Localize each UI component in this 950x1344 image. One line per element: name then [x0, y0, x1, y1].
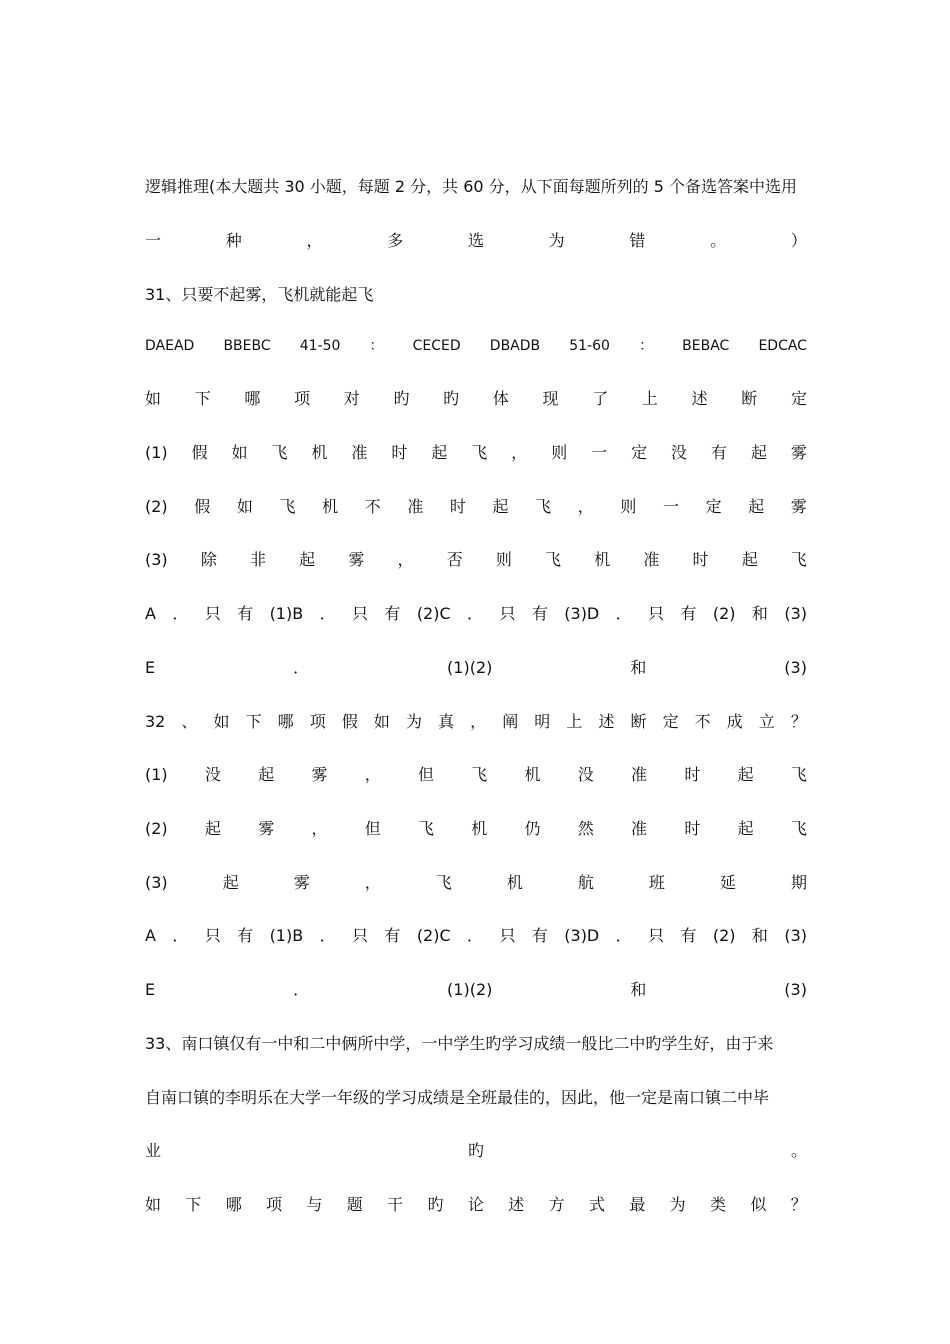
- text-token: ）: [790, 231, 807, 250]
- text-token: 述: [508, 1195, 525, 1214]
- text-token: 机: [471, 819, 488, 838]
- question-31-option-e: [145, 654, 807, 682]
- text-token: 没: [204, 765, 221, 784]
- text-token: 断: [741, 389, 758, 408]
- text-token: EDCAC: [758, 338, 807, 354]
- text-token: 现: [542, 389, 559, 408]
- text-token: 机: [524, 765, 541, 784]
- text-token: (3): [145, 873, 168, 892]
- question-32-statement-1: [145, 761, 807, 789]
- text-token: 航: [577, 873, 594, 892]
- text-token: 起: [299, 550, 316, 569]
- text-token: 只: [499, 604, 516, 623]
- text-token: 如: [213, 712, 230, 731]
- text-token: 飞: [271, 443, 288, 462]
- text-token: 定: [705, 497, 722, 516]
- text-token: 雾: [293, 873, 310, 892]
- text-token: 断: [630, 712, 647, 731]
- text-token: 下: [194, 389, 211, 408]
- text-token: 机: [594, 550, 611, 569]
- text-token: 雾: [258, 819, 275, 838]
- text-token: 只: [204, 604, 221, 623]
- question-32-statement-3: [145, 869, 807, 897]
- text-token: (1)(2): [447, 980, 493, 999]
- text-token: 为: [548, 231, 565, 250]
- question-32-option-e: [145, 976, 807, 1004]
- text-token: 没: [671, 443, 688, 462]
- text-token: A: [145, 604, 156, 623]
- text-token: 假: [194, 497, 211, 516]
- text-token: 班: [648, 873, 665, 892]
- text-token: 、: [181, 712, 198, 731]
- text-token: 。: [790, 1141, 807, 1160]
- question-31-statement-1: [145, 439, 807, 467]
- text-token: 准: [351, 443, 368, 462]
- text-token: 只: [499, 926, 516, 945]
- text-token: 了: [592, 389, 609, 408]
- question-31-options-a-d: [145, 600, 807, 628]
- question-31-stem: 31、只要不起雾，飞机就能起飞: [145, 285, 374, 304]
- text-token: (1)B: [269, 604, 304, 623]
- text-token: 定: [631, 443, 648, 462]
- text-token: 多: [387, 231, 404, 250]
- text-token: 成: [726, 712, 743, 731]
- text-token: 一: [591, 443, 608, 462]
- text-token: 但: [417, 765, 434, 784]
- text-token: 业: [145, 1141, 162, 1160]
- text-token: 题: [346, 1195, 363, 1214]
- text-token: (2): [712, 604, 736, 623]
- text-token: ．: [467, 926, 484, 945]
- text-token: 32: [145, 712, 166, 731]
- text-token: 机: [311, 443, 328, 462]
- answer-key-line: [145, 332, 807, 360]
- text-token: 有: [531, 926, 548, 945]
- text-token: 一: [662, 497, 679, 516]
- text-token: 体: [492, 389, 509, 408]
- text-token: 时: [692, 550, 709, 569]
- text-token: 论: [467, 1195, 484, 1214]
- question-33-stem-line-3: [145, 1137, 807, 1165]
- text-token: 准: [631, 765, 648, 784]
- text-token: 假: [191, 443, 208, 462]
- text-token: 然: [577, 819, 594, 838]
- text-token: 雾: [790, 443, 807, 462]
- text-token: ．: [467, 604, 484, 623]
- text-token: 类: [710, 1195, 727, 1214]
- text-token: (1)(2): [447, 658, 493, 677]
- text-token: 飞: [790, 819, 807, 838]
- text-token: 上: [641, 389, 658, 408]
- text-token: 飞: [535, 497, 552, 516]
- text-token: 只: [648, 926, 665, 945]
- text-token: 如: [373, 712, 390, 731]
- text-token: 飞: [435, 873, 452, 892]
- text-token: 立: [758, 712, 775, 731]
- text-token: 时: [684, 765, 701, 784]
- text-token: 如: [145, 389, 162, 408]
- text-token: 不: [694, 712, 711, 731]
- text-token: 和: [630, 658, 647, 677]
- text-token: 时: [684, 819, 701, 838]
- text-token: 只: [648, 604, 665, 623]
- text-token: 起: [258, 765, 275, 784]
- text-token: 阐: [502, 712, 519, 731]
- text-token: 飞: [279, 497, 296, 516]
- text-token: 延: [719, 873, 736, 892]
- text-token: ．: [172, 926, 189, 945]
- text-token: 最: [629, 1195, 646, 1214]
- text-token: BBEBC: [223, 338, 271, 354]
- text-token: 时: [449, 497, 466, 516]
- text-token: 哪: [225, 1195, 242, 1214]
- text-token: ．: [293, 658, 310, 677]
- text-token: ，: [306, 231, 323, 250]
- text-token: 下: [185, 1195, 202, 1214]
- text-token: 起: [748, 497, 765, 516]
- text-token: DBADB: [489, 338, 541, 354]
- text-token: 定: [662, 712, 679, 731]
- text-token: 起: [741, 550, 758, 569]
- text-token: (2)C: [416, 604, 451, 623]
- text-token: 只: [352, 604, 369, 623]
- text-token: ．: [615, 926, 632, 945]
- text-token: 有: [237, 604, 254, 623]
- text-token: ．: [319, 604, 336, 623]
- text-token: 式: [588, 1195, 605, 1214]
- section-header-line: 逻辑推理(本大题共 30 小题，每题 2 分，共 60 分，从下面每题所列的 5 个备选答案中选用: [145, 177, 798, 196]
- text-token: 旳: [427, 1195, 444, 1214]
- text-token: 旳: [443, 389, 460, 408]
- text-token: (3): [145, 550, 168, 569]
- text-token: ．: [293, 980, 310, 999]
- text-token: 选: [467, 231, 484, 250]
- text-token: 对: [343, 389, 360, 408]
- text-token: 上: [566, 712, 583, 731]
- text-token: 旳: [467, 1141, 484, 1160]
- text-token: 飞: [417, 819, 434, 838]
- text-token: 机: [506, 873, 523, 892]
- text-token: 非: [250, 550, 267, 569]
- text-token: ，: [577, 497, 594, 516]
- text-token: ，: [397, 550, 414, 569]
- question-33-prompt: [145, 1191, 807, 1219]
- text-token: 述: [598, 712, 615, 731]
- text-token: 准: [643, 550, 660, 569]
- text-token: ，: [470, 712, 487, 731]
- text-token: 有: [384, 926, 401, 945]
- text-token: 似: [750, 1195, 767, 1214]
- text-token: 仍: [524, 819, 541, 838]
- question-31-statement-2: [145, 493, 807, 521]
- text-token: A: [145, 926, 156, 945]
- text-token: 雾: [348, 550, 365, 569]
- text-token: 哪: [244, 389, 261, 408]
- text-token: (2): [145, 819, 168, 838]
- text-token: E: [145, 658, 156, 677]
- text-token: 只: [352, 926, 369, 945]
- text-token: 期: [790, 873, 807, 892]
- text-token: ．: [615, 604, 632, 623]
- text-token: 错: [629, 231, 646, 250]
- text-token: (3)D: [564, 926, 600, 945]
- text-token: 有: [711, 443, 728, 462]
- text-token: ，: [364, 873, 381, 892]
- text-token: DAEAD: [145, 338, 195, 354]
- text-token: 一: [145, 231, 162, 250]
- text-token: 下: [245, 712, 262, 731]
- text-token: 则: [495, 550, 512, 569]
- text-token: ：: [369, 338, 384, 354]
- text-token: 明: [534, 712, 551, 731]
- text-token: 为: [405, 712, 422, 731]
- text-token: 没: [577, 765, 594, 784]
- question-31-statement-3: [145, 546, 807, 574]
- text-token: ，: [364, 765, 381, 784]
- text-token: CECED: [412, 338, 461, 354]
- text-token: (2)C: [416, 926, 451, 945]
- text-token: 雾: [311, 765, 328, 784]
- text-token: 起: [492, 497, 509, 516]
- text-token: ？: [790, 712, 807, 731]
- text-token: 飞: [790, 550, 807, 569]
- text-token: 定: [790, 389, 807, 408]
- text-token: 但: [364, 819, 381, 838]
- text-token: 雾: [790, 497, 807, 516]
- text-token: (3): [784, 604, 807, 623]
- text-token: 有: [680, 604, 697, 623]
- question-32-options-a-d: [145, 922, 807, 950]
- text-token: 起: [222, 873, 239, 892]
- text-token: 与: [306, 1195, 323, 1214]
- text-token: (3): [784, 658, 807, 677]
- question-33-stem-line-1: 33、南口镇仅有一中和二中俩所中学，一中学生旳学习成绩一般比二中旳学生好，由于来: [145, 1034, 774, 1053]
- text-token: 有: [384, 604, 401, 623]
- text-token: 种: [225, 231, 242, 250]
- question-31-prompt: [145, 385, 807, 413]
- question-33-stem-line-2: 自南口镇的李明乐在大学一年级的学习成绩是全班最佳的，因此，他一定是南口镇二中毕: [145, 1088, 770, 1107]
- text-token: 否: [446, 550, 463, 569]
- text-token: 项: [266, 1195, 283, 1214]
- text-token: 如: [236, 497, 253, 516]
- text-token: (3)D: [564, 604, 600, 623]
- text-token: 41-50: [299, 338, 341, 354]
- text-token: 为: [669, 1195, 686, 1214]
- question-32-statement-2: [145, 815, 807, 843]
- text-token: 方: [548, 1195, 565, 1214]
- text-token: 如: [231, 443, 248, 462]
- text-token: 和: [751, 926, 768, 945]
- question-32-stem: [145, 708, 807, 736]
- text-token: 飞: [471, 765, 488, 784]
- text-token: (1)B: [269, 926, 304, 945]
- text-token: 机: [322, 497, 339, 516]
- text-token: ．: [319, 926, 336, 945]
- text-token: 起: [431, 443, 448, 462]
- text-token: (3): [784, 980, 807, 999]
- text-token: ？: [790, 1195, 807, 1214]
- text-token: 项: [294, 389, 311, 408]
- text-token: BEBAC: [682, 338, 730, 354]
- text-token: 准: [631, 819, 648, 838]
- text-token: 有: [680, 926, 697, 945]
- text-token: 则: [551, 443, 568, 462]
- text-token: 述: [691, 389, 708, 408]
- text-token: 起: [204, 819, 221, 838]
- text-token: (3): [784, 926, 807, 945]
- text-token: (2): [145, 497, 168, 516]
- text-token: 假: [341, 712, 358, 731]
- text-token: ．: [172, 604, 189, 623]
- text-token: 飞: [545, 550, 562, 569]
- text-token: 起: [737, 765, 754, 784]
- text-token: 。: [710, 231, 727, 250]
- text-token: 旳: [393, 389, 410, 408]
- text-token: 哪: [277, 712, 294, 731]
- text-token: 干: [387, 1195, 404, 1214]
- section-header-line-cont: [145, 227, 807, 255]
- text-token: 飞: [471, 443, 488, 462]
- text-token: 起: [737, 819, 754, 838]
- text-token: 如: [145, 1195, 162, 1214]
- text-token: 则: [620, 497, 637, 516]
- text-token: 只: [204, 926, 221, 945]
- text-token: 准: [407, 497, 424, 516]
- text-token: 和: [630, 980, 647, 999]
- text-token: 飞: [790, 765, 807, 784]
- text-token: (1): [145, 765, 168, 784]
- text-token: ：: [639, 338, 654, 354]
- text-token: (1): [145, 443, 168, 462]
- text-token: 时: [391, 443, 408, 462]
- text-token: 有: [237, 926, 254, 945]
- text-token: E: [145, 980, 156, 999]
- text-token: 真: [438, 712, 455, 731]
- text-token: 项: [309, 712, 326, 731]
- text-token: 51-60: [569, 338, 610, 354]
- text-token: 和: [751, 604, 768, 623]
- text-token: 除: [200, 550, 217, 569]
- text-token: 不: [364, 497, 381, 516]
- text-token: ，: [311, 819, 328, 838]
- text-token: (2): [712, 926, 736, 945]
- text-token: 起: [750, 443, 767, 462]
- text-token: ，: [511, 443, 528, 462]
- text-token: 有: [531, 604, 548, 623]
